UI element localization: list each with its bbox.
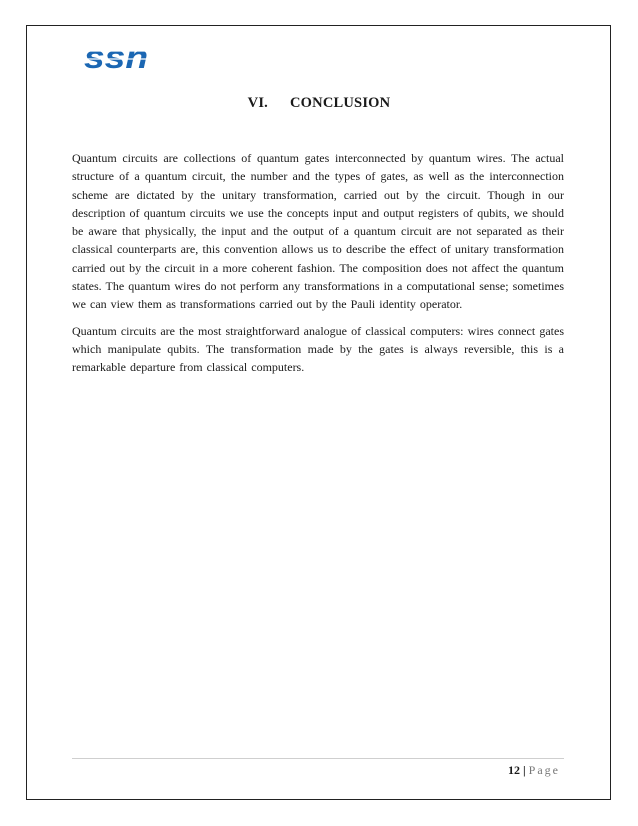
footer-divider: [72, 758, 564, 759]
page-border: [26, 25, 611, 800]
section-heading: [0, 95, 638, 112]
ssn-logo: [84, 40, 150, 72]
section-title: CONCLUSION: [290, 95, 391, 111]
footer-separator: |: [523, 763, 526, 777]
paragraph: Quantum circuits are the most straightforward analogue of classical computers: wires connect gates which manipulate qubits. The transformation made by the gates is always reversible, this is a remarkable departure from classical computers.: [72, 323, 564, 375]
paragraph: Quantum circuits are collections of quantum gates interconnected by quantum wires. The actual structure of a quantum circuit, the number and the types of gates, as well as the interconnection scheme are dictated by the unitary transformation, carried out by the circuit. Though in our description of quantum circuits we use the concepts input and output registers of qubits, we should be aware that physically, the input and the output of a quantum circuit are not separated as their classical counterparts are, this convention allows us to describe the effect of unitary transformation carried out by the circuit in a more coherent fashion. The composition does not affect the quantum states. The quantum wires do not perform any transformations in a computational sense; sometimes we can view them as transformations carried out by the Pauli identity operator.: [72, 151, 564, 312]
page-label: Page: [528, 763, 560, 777]
section-number: VI.: [247, 95, 269, 111]
page-footer: [508, 763, 560, 778]
body-text: [72, 149, 564, 385]
page-number: 12: [508, 763, 521, 777]
logo-text: ssn: [84, 40, 148, 72]
